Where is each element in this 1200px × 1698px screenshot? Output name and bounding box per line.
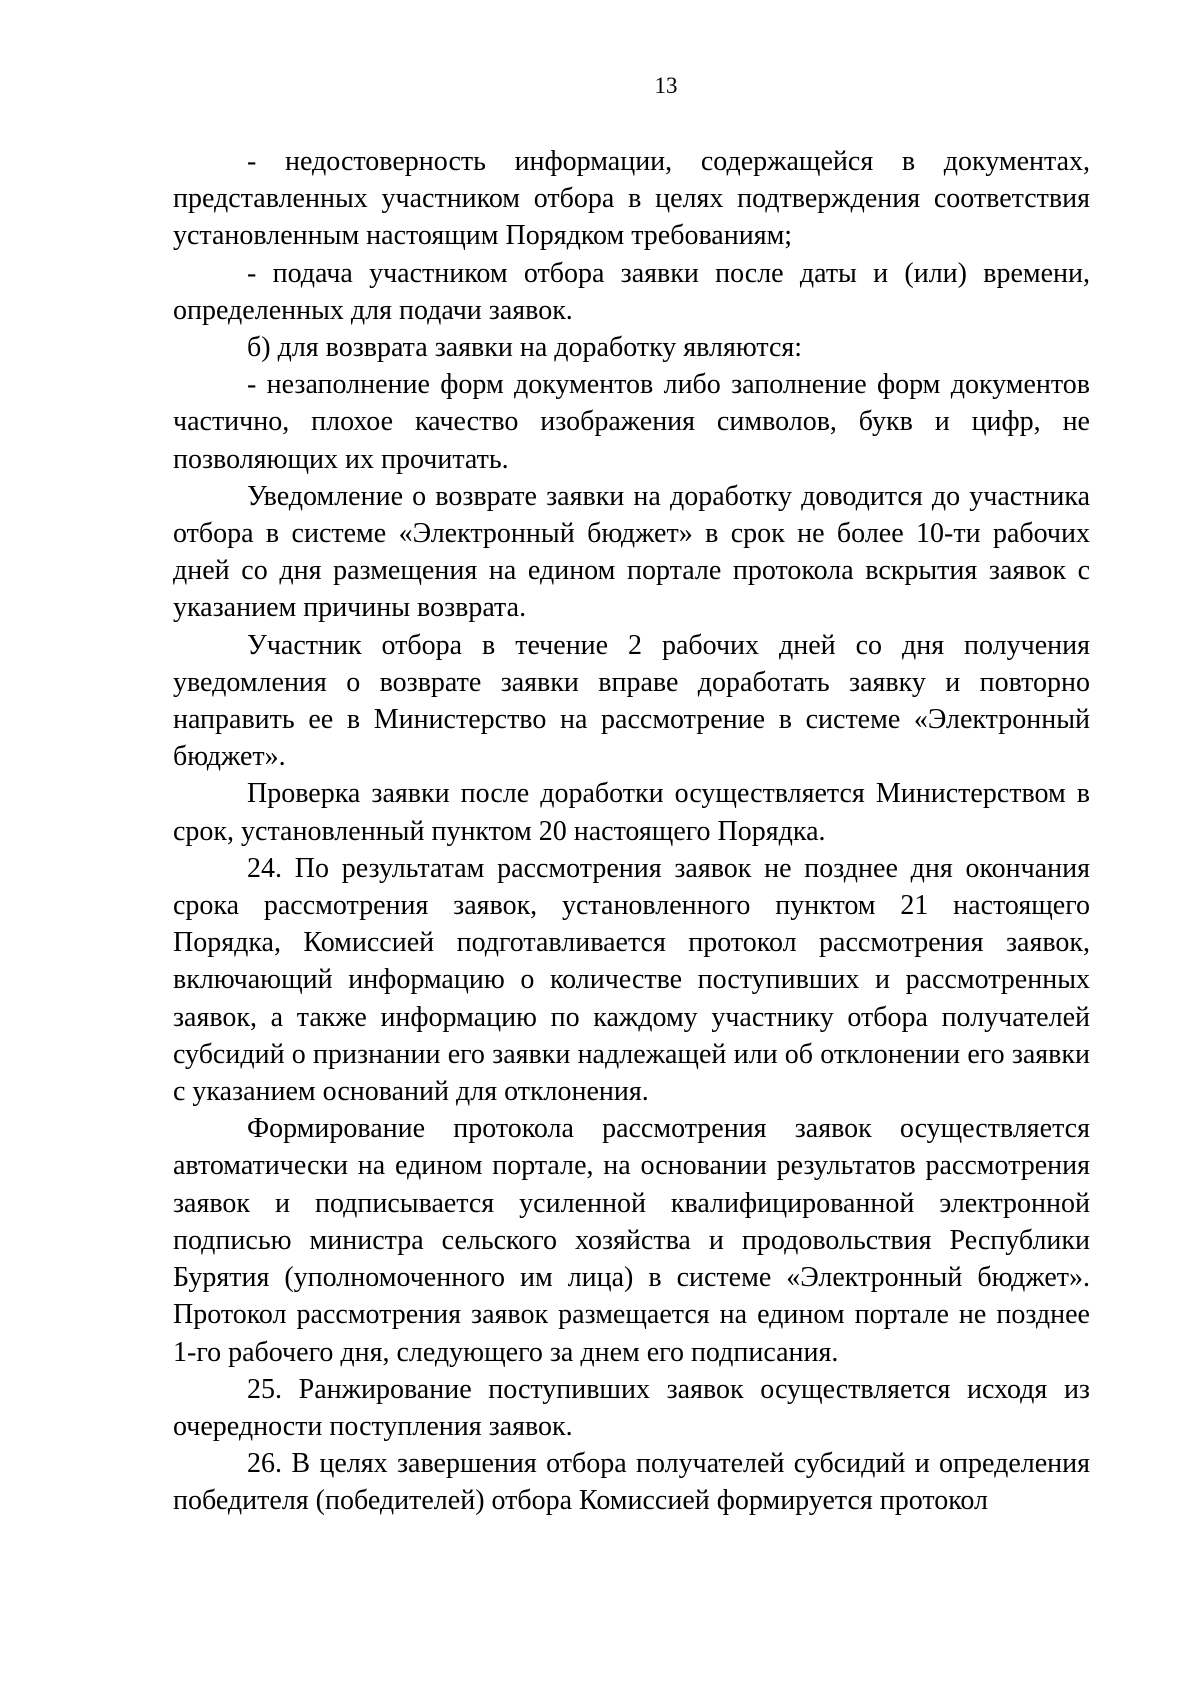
paragraph-incomplete-forms: - незаполнение форм документов либо заполнение форм документов частично, плохое качество изображения символов, букв и цифр, не позволяющих их прочитать.: [173, 369, 1090, 475]
paragraph-item-26: 26. В целях завершения отбора получателей субсидий и определения победителя (победителей) отбора Комиссией формируется протокол: [173, 1448, 1090, 1517]
paragraph-item-24: 24. По результатам рассмотрения заявок не позднее дня окончания срока рассмотрения заявок, установленного пунктом 21 настоящего Порядка, Комиссией подготавливается протокол рассмотрения заявок, включающий информацию о количестве поступивших и рассмотренных заявок, а также информацию по каждому участнику отбора получателей субсидий о признании его заявки надлежащей или об отклонении его заявки с указанием оснований для отклонения.: [173, 852, 1090, 1108]
paragraph-return-grounds-heading: б) для возврата заявки на доработку являются:: [247, 332, 803, 364]
paragraph-protocol-formation: Формирование протокола рассмотрения заявок осуществляется автоматически на едином портале, на основании результатов рассмотрения заявок и подписывается усиленной квалифицированной электронной подписью министра сельского хозяйства и продовольствия Республики Бурятия (уполномоченного им лица) в системе «Электронный бюджет». Протокол рассмотрения заявок размещается на едином портале не позднее 1-го рабочего дня, следующего за днем его подписания.: [173, 1113, 1090, 1368]
paragraph-late-submission: - подача участником отбора заявки после даты и (или) времени, определенных для подачи заявок.: [173, 257, 1090, 326]
paragraph-unreliable-information: - недостоверность информации, содержащейся в документах, представленных участником отбора в целях подтверждения соответствия установленным настоящим Порядком требованиям;: [173, 146, 1090, 252]
paragraph-resubmission: Участник отбора в течение 2 рабочих дней со дня получения уведомления о возврате заявки вправе доработать заявку и повторно направить ее в Министерство на рассмотрение в системе «Электронный бюджет».: [173, 629, 1090, 773]
document-body: [173, 143, 1090, 1520]
paragraph-item-25: 25. Ранжирование поступивших заявок осуществляется исходя из очередности поступления заявок.: [173, 1373, 1090, 1442]
paragraph-recheck: Проверка заявки после доработки осуществляется Министерством в срок, установленный пунктом 20 настоящего Порядка.: [173, 778, 1090, 847]
page-number: 13: [654, 73, 678, 98]
paragraph-return-notification: Уведомление о возврате заявки на доработку доводится до участника отбора в системе «Электронный бюджет» в срок не более 10-ти рабочих дней со дня размещения на едином портале протокола вскрытия заявок с указанием причины возврата.: [173, 480, 1090, 624]
